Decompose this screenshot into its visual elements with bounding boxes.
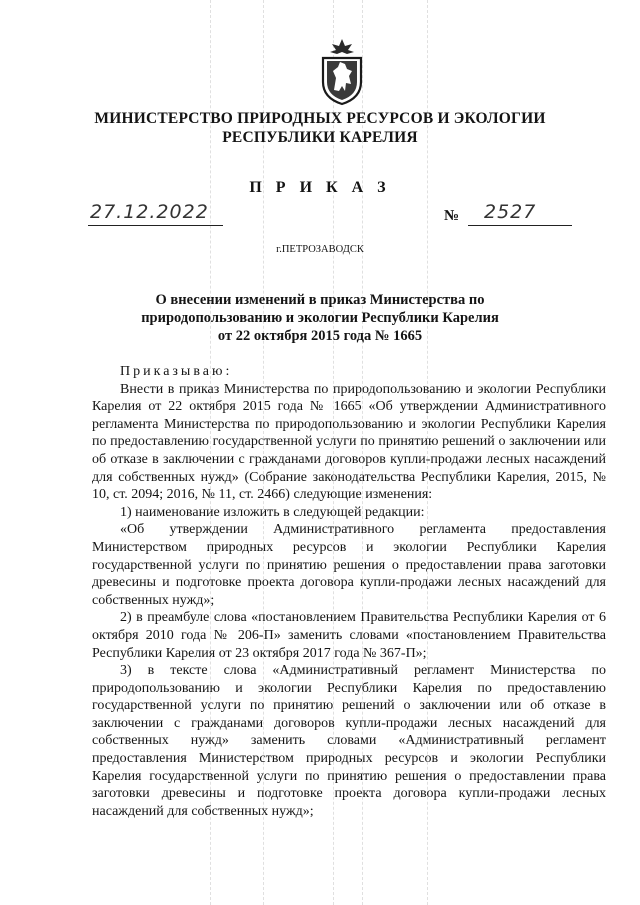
body-paragraph: 3) в тексте слова «Административный регламент Министерства по природопользованию и экологии Республики Карелия по предоставлению государственной услуги по принятию решений о заключении или об отказе в заключении с гражданами договоров купли-продажи лесных насаждений для собственных нужд» заменить словами «Административный регламент предоставления Министерством природных ресурсов и экологии Республики Карелия государственной услуги по принятию решения о предоставлении права заготовки древесины и подготовке проекта договора купли-продажи лесных насаждений для собственных нужд»; (92, 663, 606, 819)
city-name: г.ПЕТРОЗАВОДСК (276, 244, 364, 255)
body-paragraph: Внести в приказ Министерства по природопользованию и экологии Республики Карелия от 22 октября 2015 года № 1665 «Об утверждении Административного регламента Министерства по природопользованию и экологии Республики Карелия по предоставлению государственной услуги по принятию решений о заключении или об отказе в заключении с гражданами договоров купли-продажи лесных насаждений для собственных нужд» (Собрание законодательства Республики Карелия, 2015, № 10, ст. 2094; 2016, № 11, ст. 2466) следующие изменения: (92, 381, 606, 503)
body-paragraph: Приказываю: (120, 364, 233, 379)
subject-line: от 22 октября 2015 года № 1665 (217, 328, 423, 344)
order-body (92, 363, 606, 820)
order-date-handwritten: 27.12.2022 (90, 201, 209, 223)
body-paragraph: 1) наименование изложить в следующей редакции: (120, 504, 425, 520)
body-paragraph: 2) в преамбуле слова «постановлением Правительства Республики Карелия от 6 октября 2010 года № 206-П» заменить словами «постановлением Правительства Республики Карелия от 23 октября 2017 года № 367-П»; (92, 610, 606, 661)
ministry-name-line2: РЕСПУБЛИКИ КАРЕЛИЯ (222, 129, 418, 146)
karelia-coat-of-arms-icon (318, 38, 366, 106)
document-title: П Р И К А З (249, 179, 391, 196)
order-number-handwritten: 2527 (484, 201, 537, 223)
number-sign: № (444, 208, 460, 224)
body-paragraph: «Об утверждении Административного регламента предоставления Министерством природных ресурсов и экологии Республики Карелия государственной услуги по принятию решения о предоставлении права заготовки древесины и подготовке проекта договора купли-продажи лесных насаждений для собственных нужд»; (92, 522, 606, 608)
subject-line: О внесении изменений в приказ Министерства по (155, 292, 485, 308)
number-underline (468, 225, 572, 226)
ministry-name-line1: МИНИСТЕРСТВО ПРИРОДНЫХ РЕСУРСОВ И ЭКОЛОГИИ (94, 110, 546, 127)
subject-line: природопользованию и экологии Республики Карелия (141, 310, 499, 326)
date-underline (88, 225, 223, 226)
order-subject (120, 291, 520, 345)
